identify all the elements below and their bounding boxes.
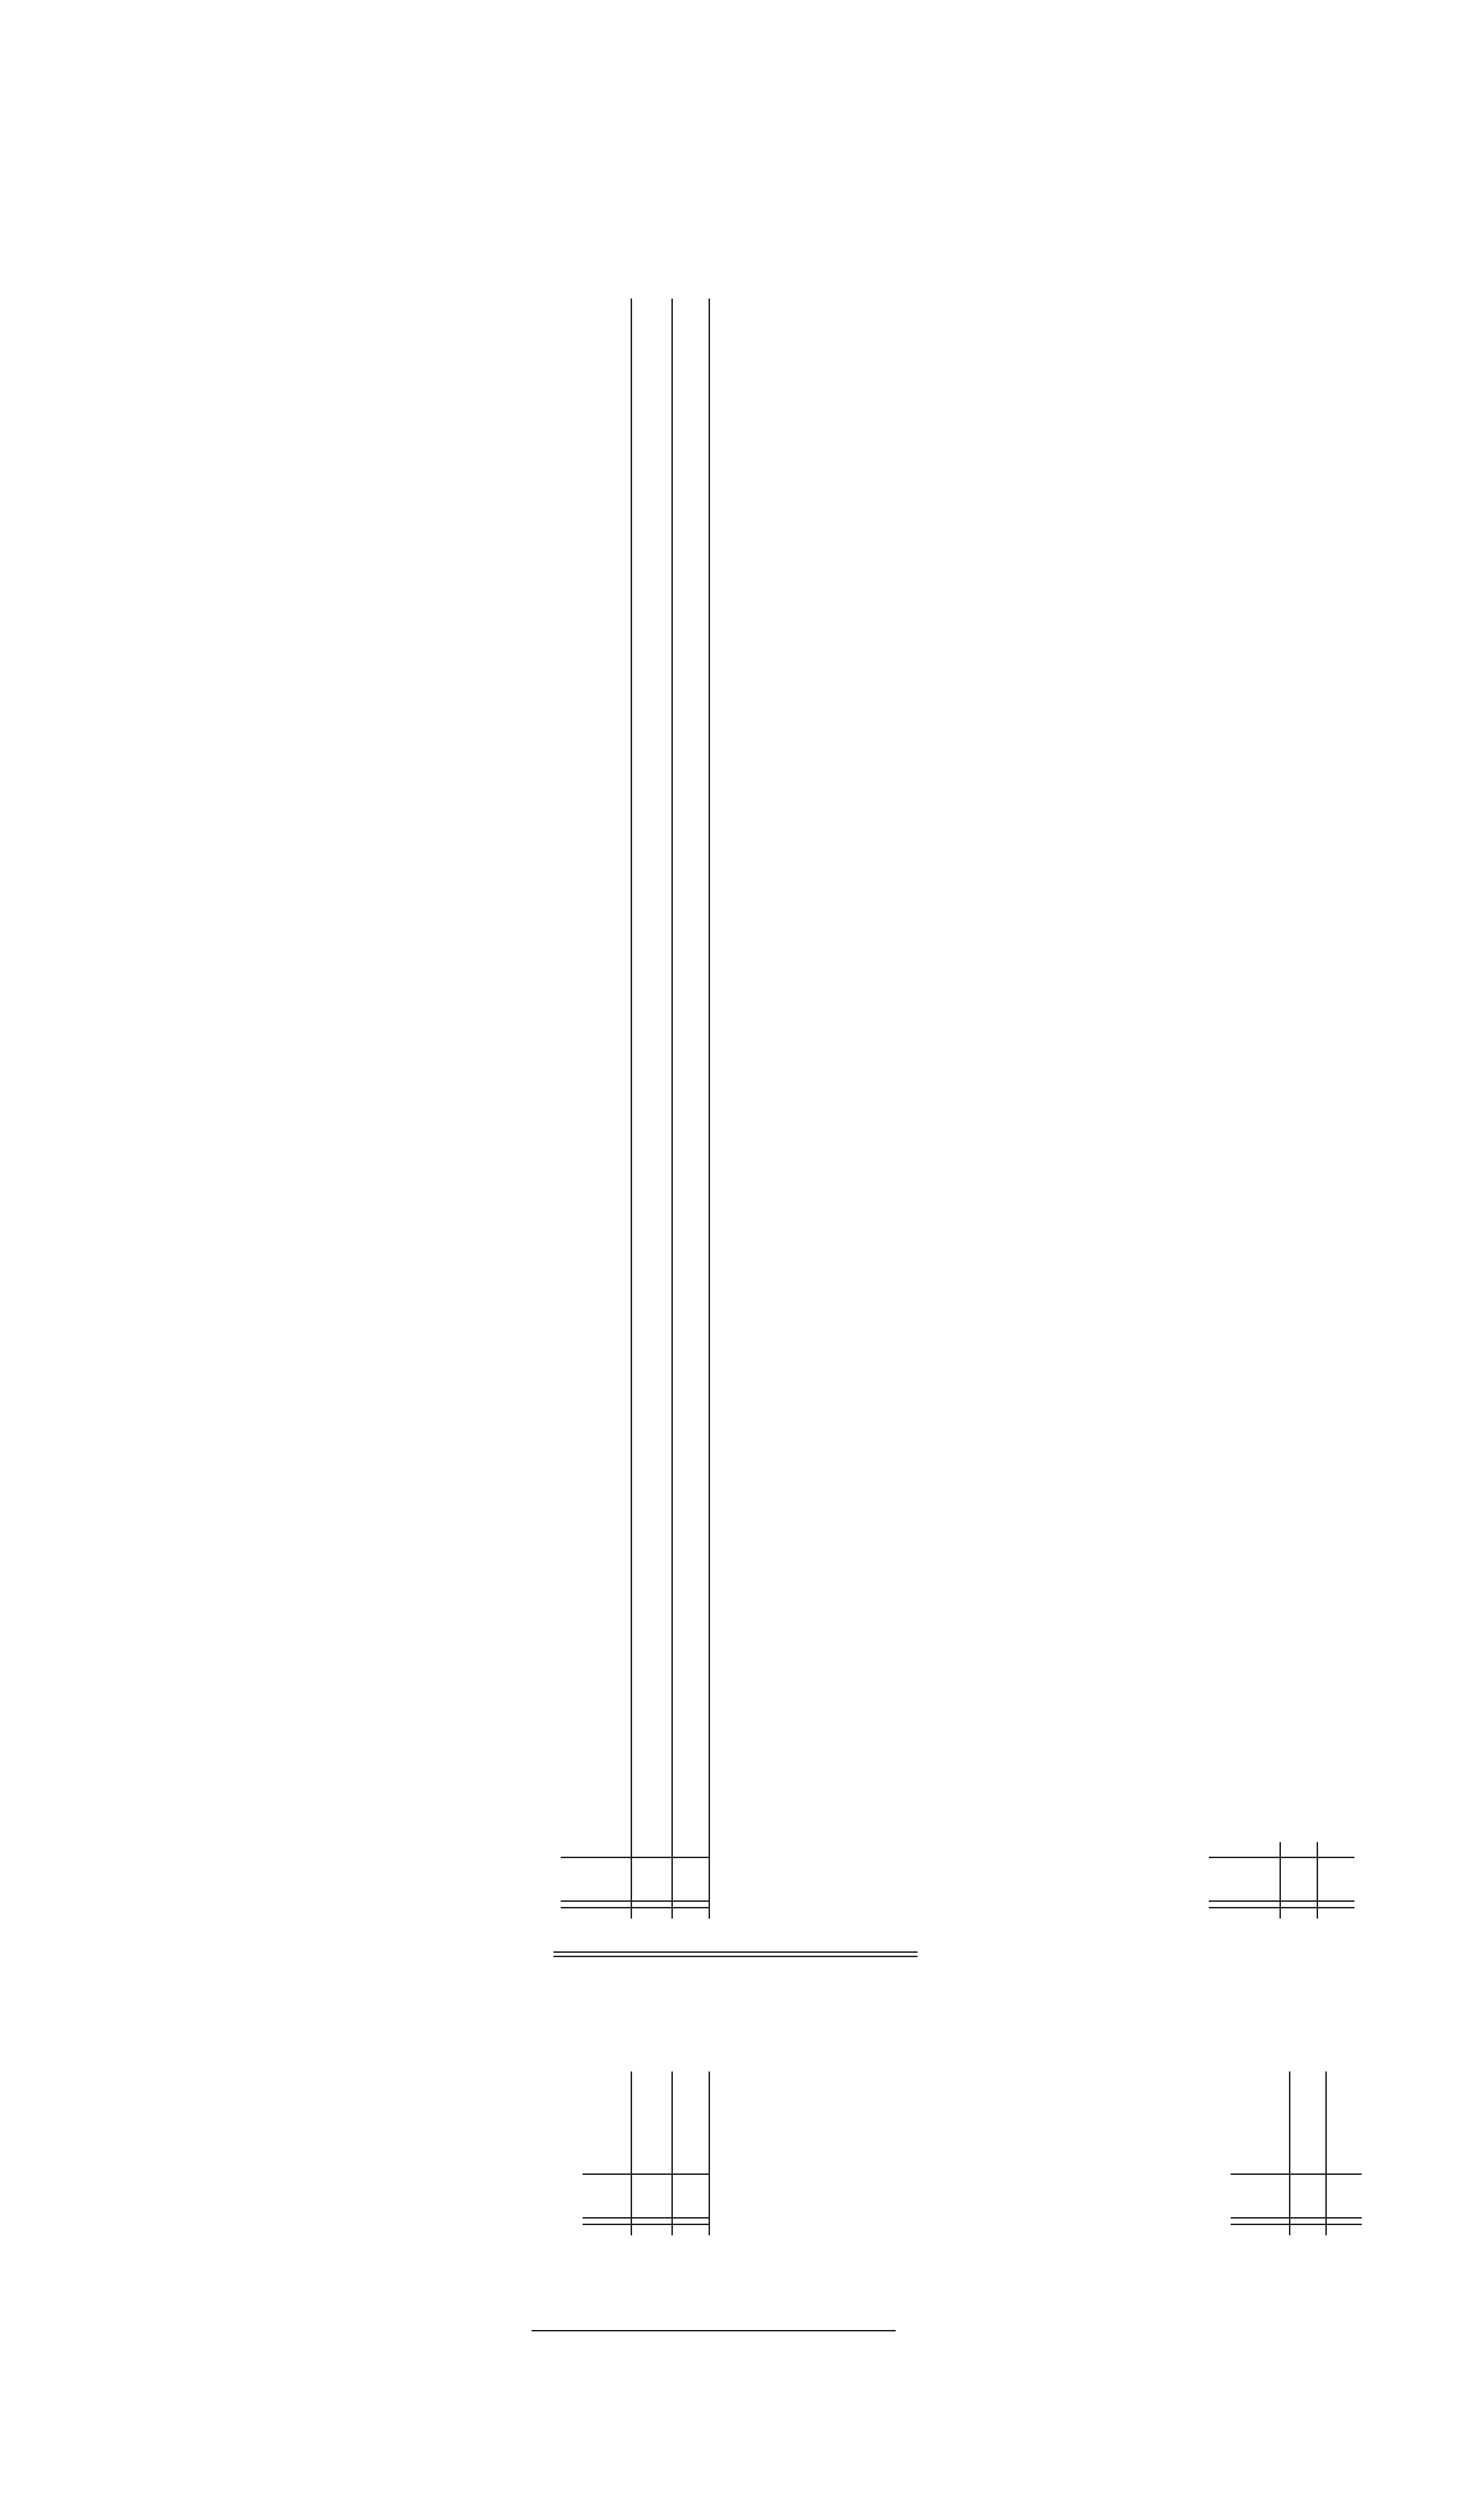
porirua-disb-rule-ls — [1289, 2071, 1290, 2235]
porirua-disb-total-rule — [1231, 2173, 1362, 2175]
arahura-receipts-rule-ls — [631, 299, 632, 1919]
arahura-centre-rule — [709, 299, 710, 1919]
porirua-disb-rule-sd — [1325, 2071, 1327, 2235]
arahura-receipts-rule-sd — [671, 299, 673, 1919]
porirua-centre-rule — [709, 2071, 710, 2235]
porirua-disb-total — [0, 2181, 1479, 2205]
porirua-receipts-total-rule — [583, 2173, 709, 2175]
porirua-receipts-rule-ls — [631, 2071, 632, 2235]
arahura-disb-total-rule — [1209, 1857, 1354, 1858]
end-rule — [532, 2330, 896, 2331]
porirua-receipts-rule-sd — [671, 2071, 673, 2235]
arahura-disb-double-rule — [1209, 1900, 1354, 1908]
arahura-disb-total — [0, 1864, 1479, 1889]
arahura-receipts-double-rule — [561, 1900, 709, 1908]
porirua-disb-double-rule — [1231, 2217, 1362, 2225]
porirua-receipts-double-rule — [583, 2217, 709, 2225]
section-separator — [553, 1951, 918, 1957]
arahura-receipts-total-rule — [561, 1857, 709, 1858]
